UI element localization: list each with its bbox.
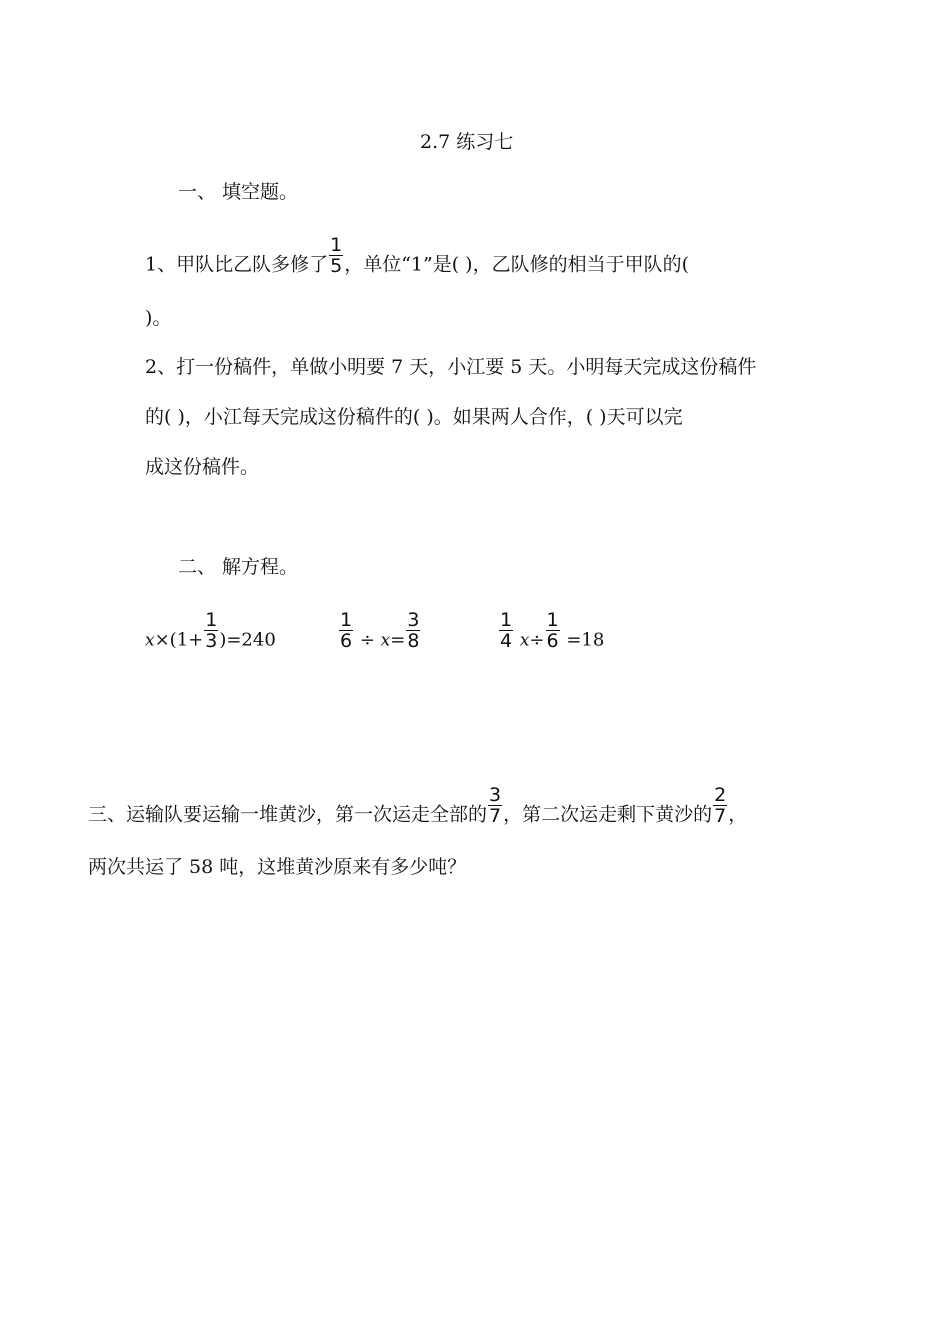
eq1-var: x xyxy=(145,630,155,651)
q1-frac-den: 5 xyxy=(330,255,343,277)
eq1-fraction xyxy=(204,610,218,651)
q3-frac2-num: 2 xyxy=(714,784,727,806)
eq1-frac-num: 1 xyxy=(205,609,218,631)
equation-3 xyxy=(498,609,605,661)
q3-part1: 三、运输队要运输一堆黄沙，第一次运走全部的 xyxy=(88,803,488,826)
eq3-frac1-num: 1 xyxy=(500,609,513,631)
eq3-frac1-den: 4 xyxy=(500,630,513,652)
q3-frac2-den: 7 xyxy=(714,805,727,827)
eq1-post: )=240 xyxy=(219,629,276,651)
question-2-line3: 成这份稿件。 xyxy=(145,456,260,478)
eq3-frac2-num: 1 xyxy=(546,609,559,631)
eq3-var: x xyxy=(519,630,530,651)
q1-frac-num: 1 xyxy=(330,234,343,256)
q3-frac1-den: 7 xyxy=(489,805,502,827)
eq2-fraction-1 xyxy=(339,610,353,651)
eq3-frac2-den: 6 xyxy=(546,630,559,652)
question-1 xyxy=(145,234,689,286)
eq1-frac-den: 3 xyxy=(205,630,218,652)
question-2-line2: 的( )，小江每天完成这份稿件的( )。如果两人合作，( )天可以完 xyxy=(145,406,683,428)
eq2-frac2-num: 3 xyxy=(407,609,420,631)
q3-fraction-2 xyxy=(713,785,727,826)
eq2-op: ÷ xyxy=(359,629,375,651)
q1-text-after: ，单位“1”是( )，乙队修的相当于甲队的( xyxy=(344,253,689,276)
q3-frac1-num: 3 xyxy=(489,784,502,806)
eq3-op: ÷ xyxy=(529,629,545,651)
question-3-line1 xyxy=(88,784,748,836)
q1-text-before: 1、甲队比乙队多修了 xyxy=(145,253,329,276)
section2-heading: 二、 解方程。 xyxy=(178,556,299,578)
equation-2 xyxy=(338,609,421,661)
eq2-fraction-2 xyxy=(406,610,420,651)
eq3-fraction-1 xyxy=(499,610,513,651)
eq2-var: x xyxy=(380,630,391,651)
eq2-frac2-den: 8 xyxy=(407,630,420,652)
eq2-eqsign: = xyxy=(390,629,406,651)
eq3-post: =18 xyxy=(566,629,605,651)
q3-part2: ，第二次运走剩下黄沙的 xyxy=(503,803,713,826)
question-2-line1: 2、打一份稿件，单做小明要 7 天，小江要 5 天。小明每天完成这份稿件 xyxy=(145,356,757,378)
q3-fraction-1 xyxy=(488,785,502,826)
section1-heading: 一、 填空题。 xyxy=(178,181,299,203)
eq1-pre: ×(1+ xyxy=(154,629,204,651)
page-title: 2.7 练习七 xyxy=(420,131,514,153)
q1-fraction xyxy=(329,235,343,276)
eq2-frac1-num: 1 xyxy=(340,609,353,631)
equation-1 xyxy=(145,609,276,661)
question-3-line2: 两次共运了 58 吨，这堆黄沙原来有多少吨？ xyxy=(88,856,467,878)
q3-part3: ， xyxy=(728,803,748,826)
eq3-fraction-2 xyxy=(546,610,560,651)
eq2-frac1-den: 6 xyxy=(340,630,353,652)
question-1-line2: )。 xyxy=(145,307,172,329)
